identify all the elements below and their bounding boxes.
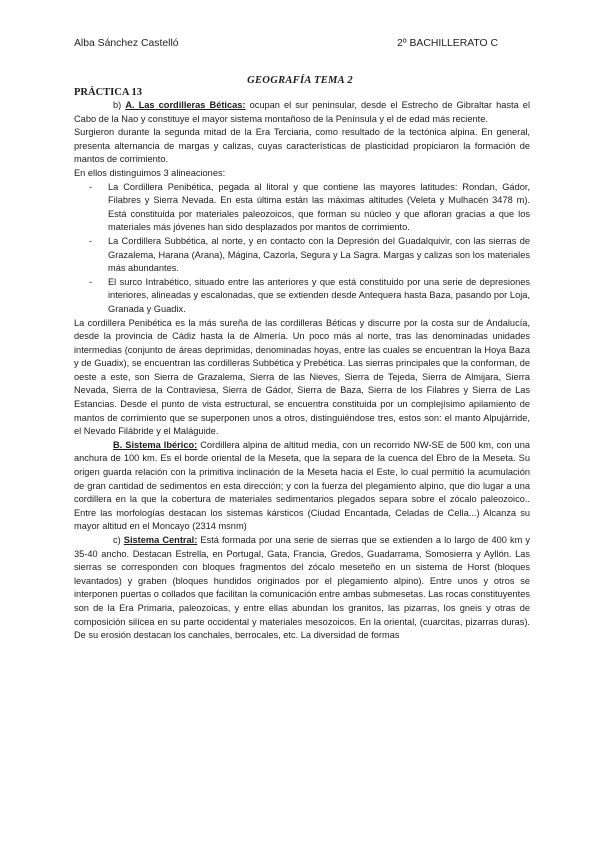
practice-heading: PRÁCTICA 13 xyxy=(74,87,142,98)
section-b-heading: B. Sistema Ibérico: xyxy=(113,439,198,450)
course-label: 2º BACHILLERATO C xyxy=(397,38,498,49)
section-a-heading: A. Las cordilleras Béticas: xyxy=(125,100,246,110)
section-a-text: ocupan el sur peninsular, desde el Estrecho de Gibraltar hasta el Cabo de la Nao y constituye el mayor sistema montañoso de la Península y el de edad más reciente. xyxy=(74,100,530,124)
list-item-text: La Cordillera Penibética, pegada al litoral y que contiene las mayores latitudes: Rondan, Gádor, Filabres y Sierra Nevada. En esta última están las máximas altitudes (Veleta y Mulhacén 3478 m). Está constituida por materiales paleozoicos, que forman su núcleo y que afloran gracias a que los materiales más jóvenes han sido desplazados por mantos de corrimiento. xyxy=(108,181,530,233)
section-b-paragraph xyxy=(74,439,530,534)
document-body xyxy=(74,99,530,643)
list-item-text: El surco Intrabético, situado entre las anteriores y que está constituido por una serie de depresiones interiores, alineadas y escalonadas, que se extienden desde Antequera hasta Baza, pasando por Loja, Granada y Guadix. xyxy=(108,276,530,314)
penibetica-paragraph: La cordillera Penibética es la más sureña de las cordilleras Béticas y discurre por la costa sur de Andalucía, desde la provincia de Cádiz hasta la de Almería. Un poco más al norte, tras las denominadas unidades intermedias (conjunto de áreas deprimidas, denominadas hoyas, entre las cuales se encuentran la Hoya Baza y de Guadix), se encuentran las cordilleras Subbética y Prebética. Las sierras principales que la conforman, de oeste a este, son Sierra de Grazalema, Sierra de las Nieves, Sierra de Tejeda, Sierra de Almijara, Sierra Nevada, Sierra de la Contraviesa, Sierra de Gádor, Sierra de Baza, Sierra de los Filabres y Sierra de Las Estancias. Desde el punto de vista estructural, se encuentra constituida por un complejísimo apilamiento de mantos de corrimiento que se superponen unos a otros, distinguiéndose tres, estos son: el manto Alpujárride, el Nevado Filábride y el Maláguide. xyxy=(74,317,530,437)
document-title: GEOGRAFÍA TEMA 2 xyxy=(247,75,353,86)
section-c-prefix: c) xyxy=(113,535,124,545)
list-item xyxy=(74,235,530,276)
author-name: Alba Sánchez Castelló xyxy=(74,38,179,49)
intro-paragraph: En ellos distinguimos 3 alineaciones: xyxy=(74,167,226,178)
section-c-paragraph xyxy=(74,534,530,643)
list-dash: - xyxy=(89,276,93,287)
list-item-text: La Cordillera Subbética, al norte, y en contacto con la Depresión del Guadalquivir, con las sierras de Grazalema, Harana (Arana), Mágina, Cazorla, Segura y La Sagra. Margas y calizas son los materiales más abundantes. xyxy=(108,235,530,274)
alignments-list xyxy=(74,181,530,317)
origin-paragraph: Surgieron durante la segunda mitad de la Era Terciaria, como resultado de la tectónica alpina. En general, presenta alternancia de margas y calizas, cuyas características de plasticidad propiciaron la formación de mantos de corrimiento. xyxy=(74,127,530,165)
section-b-text: Cordillera alpina de altitud media, con un recorrido NW-SE de 500 km, con una anchura de 100 km. Es el borde oriental de la Meseta, que la separa de la cuenca del Ebro de la Meseta. Su origen guarda relación con la primitiva inclinación de la Meseta hacia el Este, lo cual permitió la acumulación de gran cantidad de sedimentos en esta dirección; y con la fuerza del plegamiento alpino, que dio lugar a una cordillera en la que la cobertura de materiales sedimentarios plegados separa sobre el zócalo paleozoico.. Entre las morfologías destacan los sistemas kársticos (Ciudad Encantada, Celadas de Cella...) Alcanza su mayor altitud en el Moncayo (2314 msnm) xyxy=(74,439,530,532)
section-c-heading: Sistema Central: xyxy=(123,535,198,545)
section-a-prefix: b) xyxy=(113,100,126,110)
list-dash: - xyxy=(89,235,93,246)
list-dash: - xyxy=(89,181,93,192)
section-c-text: Está formada por una serie de sierras que se extienden a lo largo de 400 km y 35-40 ancho. Destacan Estrella, en Portugal, Gata, Francia, Gredos, Guadarrama, Somosierra y Ayllón. Las sierras se corresponden con bloques fragmentos del zócalo meseteño en un sistema de Horst (bloques levantados) y graben (bloques hundidos originados por el plegamiento alpino). Entre unos y otros se interponen puertas o collados que facilitan la comunicación entre ambas submesetas. Las rocas constituyentes son de la Era Primaria, paleozoicas, y entre ellas abundan los granitos, las pizarras, los gneis y otras de composición silícea en su parte occidental y materiales mesozoicos. En la oriental, (cuarcitas, pizarras duras). De su erosión destacan los canchales, berrocales, etc. La diversidad de formas xyxy=(74,535,530,641)
list-item xyxy=(74,276,530,317)
section-a-paragraph xyxy=(74,99,530,126)
list-item xyxy=(74,181,530,235)
